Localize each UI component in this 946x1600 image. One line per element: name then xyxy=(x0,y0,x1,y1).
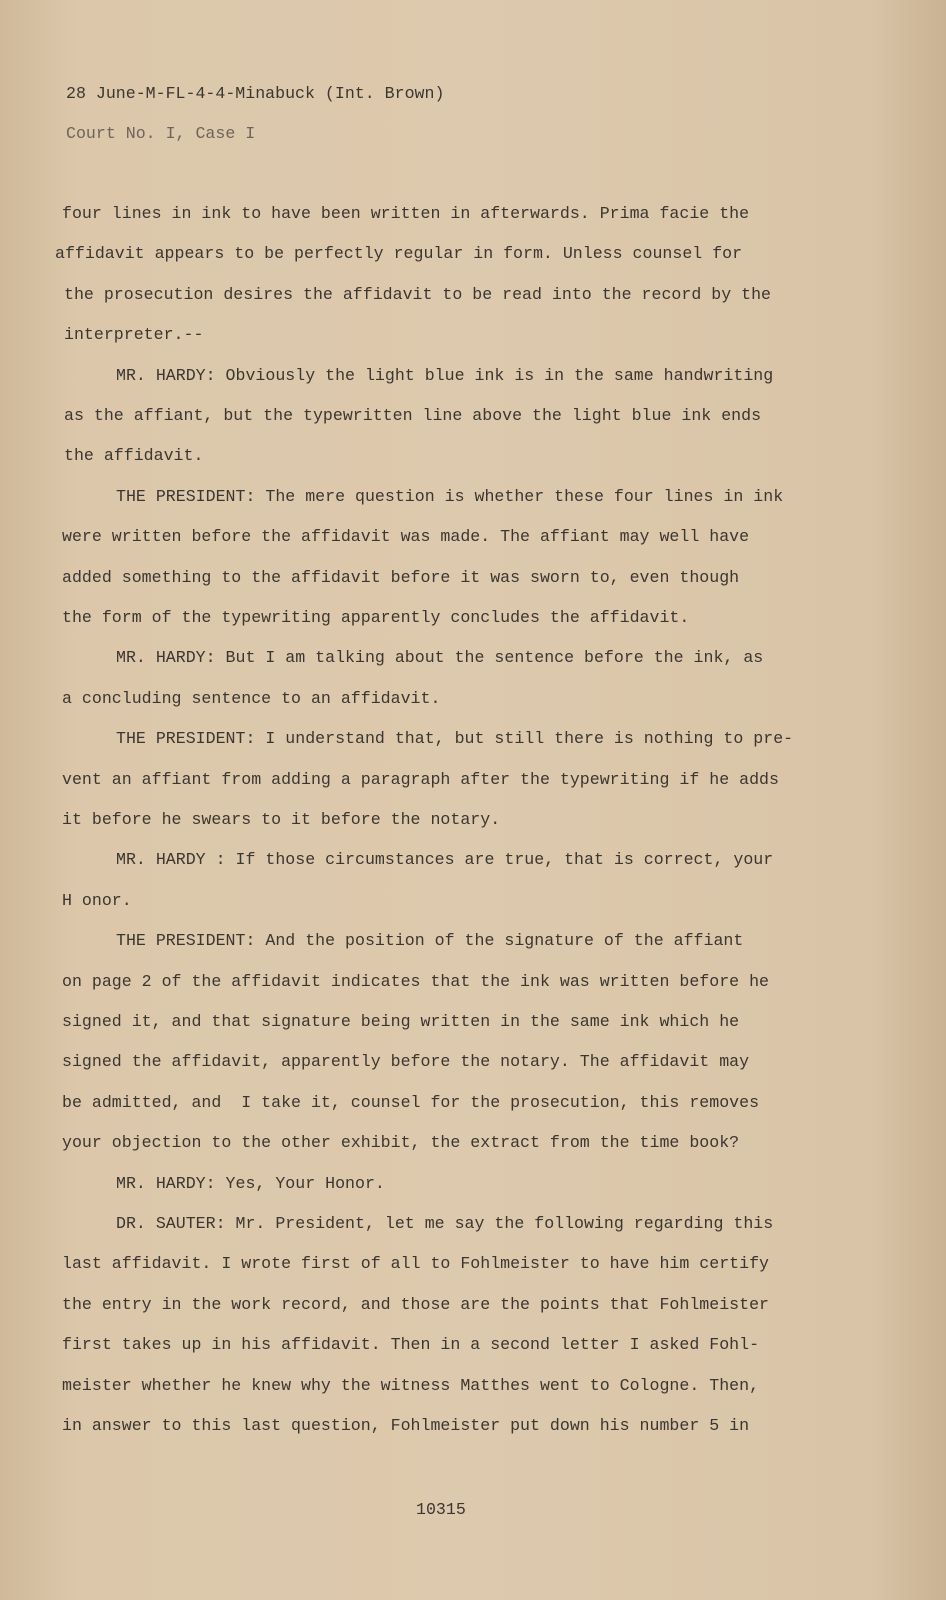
page-number: 10315 xyxy=(416,1500,466,1519)
transcript-line: four lines in ink to have been written in afterwards. Prima facie the xyxy=(62,204,750,223)
transcript-line: as the affiant, but the typewritten line above the light blue ink ends xyxy=(64,406,762,425)
transcript-line: signed it, and that signature being written in the same ink which he xyxy=(62,1012,740,1031)
transcript-line: first takes up in his affidavit. Then in a second letter I asked Fohl- xyxy=(62,1335,760,1355)
transcript-line: DR. SAUTER: Mr. President, let me say the following regarding this xyxy=(116,1214,774,1233)
document-header-title: 28 June-M-FL-4-4-Minabuck (Int. Brown) xyxy=(66,84,445,103)
transcript-line: were written before the affidavit was made. The affiant may well have xyxy=(62,527,750,547)
transcript-line: affidavit appears to be perfectly regular in form. Unless counsel for xyxy=(55,244,743,264)
transcript-line: in answer to this last question, Fohlmeister put down his number 5 in xyxy=(62,1416,750,1435)
transcript-line: last affidavit. I wrote first of all to Fohlmeister to have him certify xyxy=(62,1254,770,1274)
transcript-line: THE PRESIDENT: I understand that, but still there is nothing to pre- xyxy=(116,729,794,749)
transcript-line: the affidavit. xyxy=(64,446,204,466)
transcript-line: a concluding sentence to an affidavit. xyxy=(62,688,441,708)
transcript-line: added something to the affidavit before it was sworn to, even though xyxy=(62,567,740,587)
transcript-line: the entry in the work record, and those are the points that Fohlmeister xyxy=(62,1294,770,1314)
transcript-line: signed the affidavit, apparently before the notary. The affidavit may xyxy=(62,1052,750,1072)
transcript-line: vent an affiant from adding a paragraph after the typewriting if he adds xyxy=(62,769,779,789)
transcript-line: THE PRESIDENT: The mere question is whether these four lines in ink xyxy=(116,486,784,506)
transcript-line: MR. HARDY : If those circumstances are true, that is correct, your xyxy=(116,850,774,870)
transcript-line: the prosecution desires the affidavit to be read into the record by the xyxy=(64,284,772,304)
transcript-line: THE PRESIDENT: And the position of the signature of the affiant xyxy=(116,931,744,951)
court-case-label: Court No. I, Case I xyxy=(66,124,256,143)
transcript-line: on page 2 of the affidavit indicates that the ink was written before he xyxy=(62,971,770,991)
transcript-line: MR. HARDY: Obviously the light blue ink is in the same handwriting xyxy=(116,365,774,385)
transcript-line: your objection to the other exhibit, the extract from the time book? xyxy=(62,1133,740,1153)
transcript-line: it before he swears to it before the notary. xyxy=(62,810,501,829)
transcript-line: MR. HARDY: Yes, Your Honor. xyxy=(116,1173,385,1193)
transcript-line: be admitted, and I take it, counsel for the prosecution, this removes xyxy=(62,1092,760,1112)
transcript-line: interpreter.-- xyxy=(64,325,204,345)
transcript-line: MR. HARDY: But I am talking about the sentence before the ink, as xyxy=(116,648,764,668)
transcript-line: H onor. xyxy=(62,890,132,910)
transcript-line: the form of the typewriting apparently concludes the affidavit. xyxy=(62,608,690,627)
transcript-line: meister whether he knew why the witness Matthes went to Cologne. Then, xyxy=(62,1375,760,1395)
